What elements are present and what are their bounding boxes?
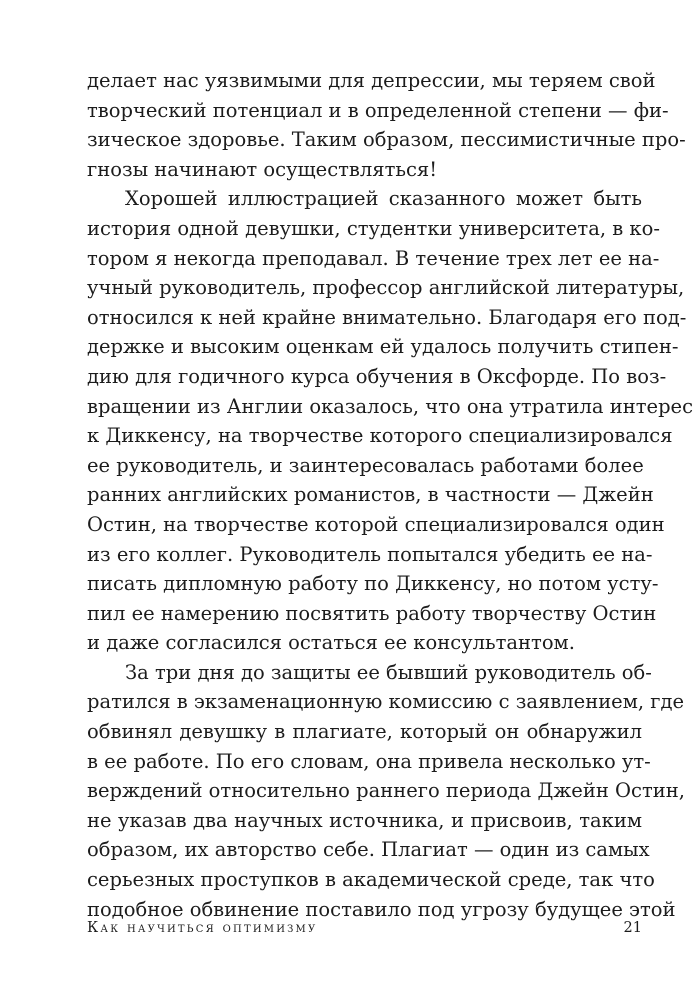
text-line: тором я некогда преподавал. В течение трех лет ее на-	[87, 246, 660, 270]
text-line: обвинял девушку в плагиате, который он обнаружил	[87, 720, 642, 744]
text-line: держке и высоким оценкам ей удалось получить стипен-	[87, 335, 679, 359]
text-line: не указав два научных источника, и присвоив, таким	[87, 808, 642, 832]
text-line: вращении из Англии оказалось, что она утратила интерес	[87, 394, 694, 418]
text-line: относился к ней крайне внимательно. Благодаря его под-	[87, 305, 687, 329]
text-line: ратился в экзаменационную комиссию с заявлением, где	[87, 690, 685, 714]
text-line: учный руководитель, профессор английской литературы,	[87, 276, 685, 300]
text-line: к Диккенсу, на творчестве которого специализировался	[87, 424, 673, 448]
text-line: ее руководитель, и заинтересовалась работами более	[87, 453, 644, 477]
text-line: история одной девушки, студентки университета, в ко-	[87, 216, 660, 240]
text-line: из его коллег. Руководитель попытался убедить ее на-	[87, 542, 653, 566]
text-line: образом, их авторство себе. Плагиат — один из самых	[87, 838, 650, 862]
text-line: и даже согласился остаться ее консультантом.	[87, 631, 575, 655]
text-line: в ее работе. По его словам, она привела несколько ут-	[87, 749, 651, 773]
text-line: ранних английских романистов, в частности — Джейн	[87, 483, 654, 507]
text-line: пил ее намерению посвятить работу творчеству Остин	[87, 601, 657, 625]
text-line: Остин, на творчестве которой специализировался один	[87, 512, 665, 536]
text-line: писать дипломную работу по Диккенсу, но потом усту-	[87, 572, 659, 596]
text-line: творческий потенциал и в определенной степени — фи-	[87, 98, 669, 122]
running-title: Как научиться оптимизму	[87, 920, 318, 936]
page-number: 21	[623, 920, 642, 936]
text-line: зическое здоровье. Таким образом, пессимистичные про-	[87, 128, 686, 152]
paragraph-first-line: За три дня до защиты ее бывший руководитель об-	[125, 660, 652, 684]
text-line: верждений относительно раннего периода Джейн Остин,	[87, 779, 685, 803]
text-line: гнозы начинают осуществляться!	[87, 157, 438, 181]
body-text	[87, 66, 694, 924]
text-line: серьезных проступков в академической среде, так что	[87, 868, 655, 892]
text-line: делает нас уязвимыми для депрессии, мы теряем свой	[87, 69, 656, 92]
text-line: дию для годичного курса обучения в Оксфорде. По воз-	[87, 364, 667, 388]
page-footer	[87, 920, 642, 944]
paragraph-first-line: Хорошей иллюстрацией сказанного может быть	[125, 187, 642, 211]
text-line: подобное обвинение поставило под угрозу будущее этой	[87, 897, 676, 921]
